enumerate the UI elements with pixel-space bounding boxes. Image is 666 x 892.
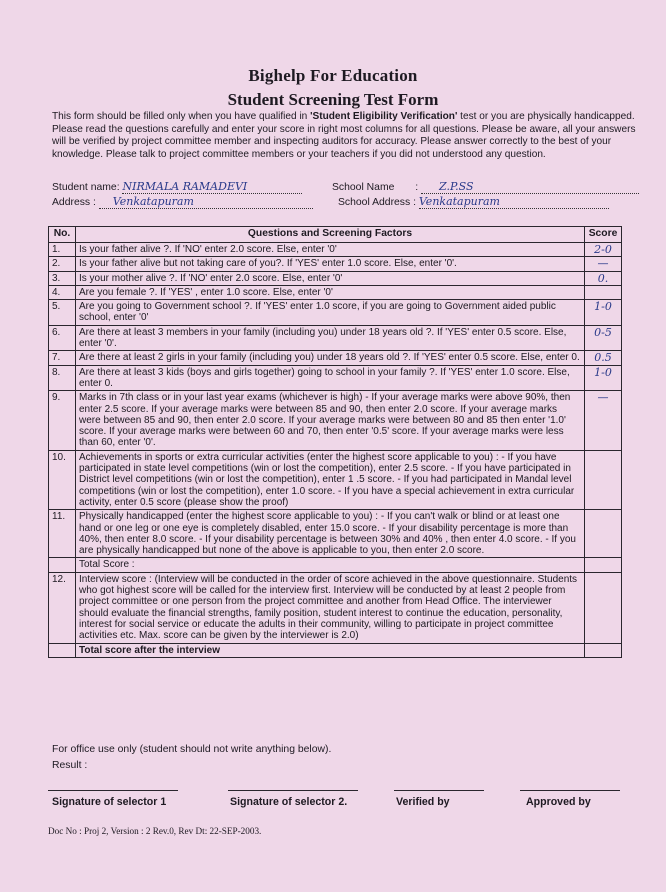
row-number: 6. bbox=[49, 325, 76, 351]
address-row bbox=[52, 195, 313, 209]
question-text: Is your mother alive ?. If 'NO' enter 2.0 score. Else, enter '0' bbox=[76, 271, 585, 285]
approved-by: Approved by bbox=[526, 796, 591, 808]
form-subtitle: Student Screening Test Form bbox=[227, 90, 439, 109]
score-cell[interactable]: 0.5 bbox=[585, 351, 622, 365]
table-header-row bbox=[49, 227, 622, 243]
question-text: Are there at least 3 members in your family (including you) under 18 years old ?. If 'YES' enter 0.5 score. Else, enter '0'. bbox=[76, 325, 585, 351]
office-use-note: For office use only (student should not write anything below). bbox=[52, 744, 332, 755]
total-score-row bbox=[49, 558, 622, 572]
score-cell[interactable] bbox=[585, 450, 622, 509]
table-row bbox=[49, 271, 622, 285]
question-text: Physically handicapped (enter the highest score applicable to you) : - If you can't walk or blind or at least one hand or one leg or one eye is completely disabled, enter 15.0 score. - If your disability percentage is more than 40%, then enter 8.0 score. - If your disability percentage is between 30% and 40% , then enter 4.0 score. - If you are physically handicapped but none of the above is applicable to you, then enter 2.0 score. bbox=[76, 510, 585, 558]
screening-table bbox=[48, 226, 622, 658]
school-name-row: School Name : Z.P.SS bbox=[332, 180, 639, 194]
row-number: 5. bbox=[49, 300, 76, 326]
intro-paragraph bbox=[52, 111, 652, 161]
row-number: 12. bbox=[49, 572, 76, 643]
row-number: 11. bbox=[49, 510, 76, 558]
table-row bbox=[49, 257, 622, 271]
score-cell[interactable]: 0-5 bbox=[585, 325, 622, 351]
result-label: Result : bbox=[52, 760, 88, 771]
table-row bbox=[49, 391, 622, 450]
total-after-interview-cell[interactable] bbox=[585, 643, 622, 657]
row-number: 3. bbox=[49, 271, 76, 285]
student-name-label: Student name: bbox=[52, 182, 120, 193]
table-row bbox=[49, 572, 622, 643]
score-cell[interactable]: — bbox=[585, 391, 622, 450]
question-text: Marks in 7th class or in your last year exams (whichever is high) - If your average marks were above 90%, then enter 2.5 score. If your average marks were between 85 and 90, then enter 2.0 score. If your average marks were between 85 and 90, then enter 2.0 score. If your average marks were between 80 and 85 then enter '1.0' score. If your average marks were between 60 and 70, then enter '0.5' score. If your average marks were less than 60, enter '0'. bbox=[76, 391, 585, 450]
total-score-label: Total Score : bbox=[76, 558, 585, 572]
score-cell[interactable] bbox=[585, 572, 622, 643]
row-number: 10. bbox=[49, 450, 76, 509]
col-no-header: No. bbox=[49, 227, 76, 243]
signature-selector-2: Signature of selector 2. bbox=[230, 796, 348, 808]
total-score-cell[interactable] bbox=[585, 558, 622, 572]
table-row bbox=[49, 300, 622, 326]
table-row bbox=[49, 450, 622, 509]
score-cell[interactable]: — bbox=[585, 257, 622, 271]
signature-selector-1: Signature of selector 1 bbox=[52, 796, 167, 808]
intro-text-1: This form should be filled only when you have qualified in bbox=[52, 111, 311, 122]
table-row bbox=[49, 243, 622, 257]
signature-line-4 bbox=[520, 790, 620, 791]
table-row bbox=[49, 325, 622, 351]
table-row bbox=[49, 285, 622, 299]
question-text: Are you going to Government school ?. If 'YES' enter 1.0 score, if you are going to Government aided public school, enter '0' bbox=[76, 300, 585, 326]
score-cell[interactable]: 1-0 bbox=[585, 365, 622, 391]
question-text: Is your father alive but not taking care of you?. If 'YES' enter 1.0 score. Else, enter '0'. bbox=[76, 257, 585, 271]
question-text: Interview score : (Interview will be conducted in the order of score achieved in the above questionnaire. Students who got highest score will be called for the interview first. Interview will be conducted by at least 2 people from project committee or one person from the project committee and another from Head Office. The interviewer should evaluate the financial strengths, family position, student interest to continue the education, personality, interest for social service or educate the adults in their community, willing to participate in project committee activities etc. Max. score can be given by the interviewer is 2.0) bbox=[76, 572, 585, 643]
row-number: 1. bbox=[49, 243, 76, 257]
score-cell[interactable] bbox=[585, 510, 622, 558]
student-name-row bbox=[52, 180, 302, 194]
intro-text-2: test or you are physically handicapped. Please read the questions carefully and enter your score in right most columns for all questions. Please be aware, all your answers will be verified by project committee member and inspecting auditors for accuracy. Please answer correctly to the best of your knowledge. Please talk to project committee members or your teachers if you did not understood any question. bbox=[52, 111, 636, 160]
form-title: Bighelp For Education bbox=[248, 66, 418, 85]
school-address-field[interactable]: Venkatapuram bbox=[419, 195, 609, 209]
school-address-label: School Address : bbox=[338, 197, 416, 208]
total-after-interview-label: Total score after the interview bbox=[76, 643, 585, 657]
table-row bbox=[49, 510, 622, 558]
address-label: Address : bbox=[52, 197, 96, 208]
score-cell[interactable]: 0. bbox=[585, 271, 622, 285]
student-name-field[interactable]: NIRMALA RAMADEVI bbox=[122, 180, 302, 194]
question-text: Is your father alive ?. If 'NO' enter 2.0 score. Else, enter '0' bbox=[76, 243, 585, 257]
document-number: Doc No : Proj 2, Version : 2 Rev.0, Rev Dt: 22-SEP-2003. bbox=[48, 826, 262, 836]
verified-by: Verified by bbox=[396, 796, 450, 808]
table-row bbox=[49, 351, 622, 365]
col-score-header: Score bbox=[585, 227, 622, 243]
table-row bbox=[49, 365, 622, 391]
score-cell[interactable] bbox=[585, 285, 622, 299]
row-number: 7. bbox=[49, 351, 76, 365]
score-cell[interactable]: 2-0 bbox=[585, 243, 622, 257]
school-name-label: School Name bbox=[332, 182, 395, 193]
col-questions-header: Questions and Screening Factors bbox=[76, 227, 585, 243]
row-number: 4. bbox=[49, 285, 76, 299]
row-number: 2. bbox=[49, 257, 76, 271]
question-text: Are you female ?. If 'YES' , enter 1.0 score. Else, enter '0' bbox=[76, 285, 585, 299]
question-text: Are there at least 3 kids (boys and girls together) going to school in your family ?. If 'YES' enter 1.0 score. Else, enter 0. bbox=[76, 365, 585, 391]
school-name-field[interactable]: Z.P.SS bbox=[421, 180, 639, 194]
school-address-row bbox=[338, 195, 609, 209]
question-text: Achievements in sports or extra curricular activities (enter the highest score applicable to you) : - If you have participated in state level competitions (win or lost the competition), enter 2.5 score. - If you have participated in District level competitions (win or lost the competition), enter 1 .5 score. - If you had participated in Mandal level competitions (win or lost the competition), enter 1.0 score. - If you have a special achievement in extra curricular activity, enter 0.5 score (please show the proof) bbox=[76, 450, 585, 509]
signature-line-1 bbox=[48, 790, 178, 791]
question-text: Are there at least 2 girls in your family (including you) under 18 years old ?. If 'YES' enter 0.5 score. Else, enter 0. bbox=[76, 351, 585, 365]
total-after-interview-row bbox=[49, 643, 622, 657]
address-field[interactable]: Venkatapuram bbox=[99, 195, 313, 209]
score-cell[interactable]: 1-0 bbox=[585, 300, 622, 326]
signature-line-3 bbox=[394, 790, 484, 791]
row-number: 9. bbox=[49, 391, 76, 450]
row-number: 8. bbox=[49, 365, 76, 391]
signature-line-2 bbox=[228, 790, 358, 791]
intro-text-bold: 'Student Eligibility Verification' bbox=[310, 111, 458, 122]
